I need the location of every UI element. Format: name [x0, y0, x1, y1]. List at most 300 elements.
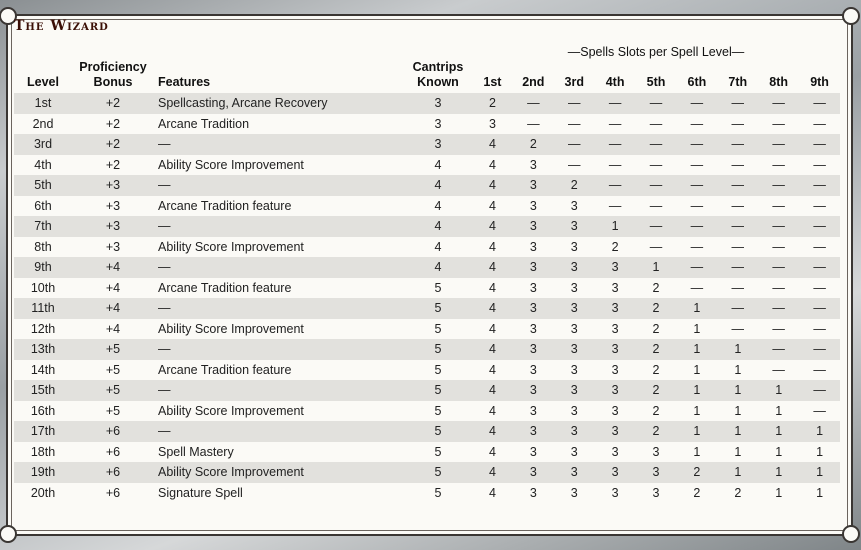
proficiency-cell: +4 [105, 280, 121, 295]
slot-cell-7: 1 [734, 362, 742, 377]
slot-cell-6: 1 [693, 321, 701, 336]
slot-cell-3: 3 [570, 362, 578, 377]
slot-cell-9: — [813, 321, 826, 336]
features-cell: Arcane Tradition [158, 116, 250, 131]
table-row [14, 462, 840, 483]
table-row [14, 134, 840, 155]
proficiency-cell: +4 [72, 257, 154, 278]
features-cell: Spell Mastery [158, 444, 234, 459]
table-row [14, 196, 840, 217]
table-row [14, 483, 840, 504]
slot-cell-8: — [758, 134, 799, 155]
level-cell: 2nd [32, 116, 54, 131]
slot-cell-8: — [772, 239, 785, 254]
header-slot-1st: 1st [483, 75, 502, 89]
proficiency-cell: +2 [72, 134, 154, 155]
slot-cell-6: — [676, 216, 717, 237]
header-cantrips [404, 60, 472, 93]
level-cell: 4th [34, 157, 52, 172]
features-cell: Arcane Tradition feature [158, 198, 292, 213]
slot-cell-7: — [717, 216, 758, 237]
cantrips-cell: 5 [404, 462, 472, 483]
header-cantrips-line2: Known [417, 75, 459, 89]
proficiency-cell: +3 [105, 239, 121, 254]
slot-cell-9: 1 [799, 421, 840, 442]
slot-cell-4: — [608, 157, 622, 172]
slot-cell-6: 1 [693, 444, 701, 459]
slot-cell-9: — [813, 116, 826, 131]
slot-cell-3: 3 [570, 321, 578, 336]
slot-cell-1: 4 [488, 485, 496, 500]
proficiency-cell: +5 [72, 380, 154, 401]
header-slot-3rd: 3rd [564, 75, 584, 89]
slot-cell-1: 4 [472, 339, 513, 360]
slot-cell-8: 1 [775, 485, 783, 500]
header-slot-2nd: 2nd [522, 75, 545, 89]
level-cell: 18th [30, 444, 56, 459]
features-cell: Arcane Tradition feature [158, 280, 292, 295]
slot-cell-3: 3 [570, 198, 578, 213]
slot-cell-6: 1 [676, 421, 717, 442]
slot-cell-2: 3 [513, 175, 554, 196]
slot-cell-7: — [731, 198, 745, 213]
table-row [14, 442, 840, 463]
level-cell: 9th [14, 257, 72, 278]
cantrips-cell: 3 [434, 116, 442, 131]
level-cell: 5th [14, 175, 72, 196]
slot-cell-7: — [731, 239, 745, 254]
slot-cell-2: 3 [513, 339, 554, 360]
header-row [14, 60, 840, 93]
slot-cell-2: 3 [513, 298, 554, 319]
slot-cell-9: — [813, 157, 826, 172]
header-slot-6th: 6th [687, 75, 707, 89]
slot-cell-3: 3 [554, 462, 595, 483]
slot-cell-2: 3 [529, 485, 537, 500]
slot-cell-5: 3 [636, 462, 677, 483]
slot-cell-9: 1 [816, 444, 824, 459]
cantrips-cell: 5 [434, 444, 442, 459]
proficiency-cell: +3 [72, 216, 154, 237]
proficiency-cell: +5 [105, 362, 121, 377]
slot-cell-1: 3 [488, 116, 496, 131]
slot-cell-4: — [608, 116, 622, 131]
slot-cell-4: 3 [595, 298, 636, 319]
slot-cell-9: — [799, 380, 840, 401]
table-row [14, 93, 840, 114]
slot-cell-1: 4 [488, 239, 496, 254]
slot-cell-6: — [690, 280, 704, 295]
slot-cell-4: 3 [595, 339, 636, 360]
table-row [14, 421, 840, 442]
header-slot-7th: 7th [728, 75, 748, 89]
slot-cell-4: 3 [611, 362, 619, 377]
slot-cell-7: 2 [734, 485, 742, 500]
table-row [14, 380, 840, 401]
slot-cell-9: — [799, 298, 840, 319]
level-cell: 10th [30, 280, 56, 295]
slot-cell-8: — [758, 257, 799, 278]
slot-cell-4: 3 [611, 403, 619, 418]
slot-cell-4: 3 [611, 321, 619, 336]
features-cell: — [154, 339, 404, 360]
features-cell: Ability Score Improvement [158, 239, 304, 254]
proficiency-cell: +2 [105, 157, 121, 172]
slot-cell-5: 2 [636, 380, 677, 401]
slot-cell-5: — [649, 198, 663, 213]
slot-cell-2: 3 [529, 157, 537, 172]
slot-cell-3: — [554, 134, 595, 155]
features-cell: Ability Score Improvement [158, 403, 304, 418]
slot-cell-7: — [731, 116, 745, 131]
slot-cell-6: — [690, 116, 704, 131]
slot-cell-4: — [595, 93, 636, 114]
header-proficiency-line1: Proficiency [79, 60, 147, 74]
proficiency-cell: +6 [105, 485, 121, 500]
slot-cell-2: 3 [513, 421, 554, 442]
slot-cell-3: — [567, 116, 581, 131]
slot-cell-2: 3 [529, 403, 537, 418]
cantrips-cell: 5 [404, 339, 472, 360]
header-slot-8th: 8th [769, 75, 789, 89]
slot-cell-8: — [772, 280, 785, 295]
slot-cell-8: 1 [758, 380, 799, 401]
slot-cell-5: 2 [652, 321, 660, 336]
slot-cell-7: 1 [734, 403, 742, 418]
slot-cell-3: 3 [554, 298, 595, 319]
slot-cell-4: — [608, 198, 622, 213]
slot-cell-1: 4 [488, 444, 496, 459]
slot-cell-4: 3 [595, 462, 636, 483]
slot-cell-9: — [813, 280, 826, 295]
slot-cell-7: 1 [717, 462, 758, 483]
slot-cell-1: 4 [472, 257, 513, 278]
slot-cell-1: 4 [472, 421, 513, 442]
slot-cell-6: — [690, 157, 704, 172]
slot-cell-7: — [731, 321, 745, 336]
cantrips-cell: 5 [434, 403, 442, 418]
cantrips-cell: 5 [434, 321, 442, 336]
header-features: Features [158, 75, 211, 89]
table-row [14, 257, 840, 278]
slot-cell-9: — [799, 257, 840, 278]
cantrips-cell: 5 [434, 280, 442, 295]
features-cell: Ability Score Improvement [158, 157, 304, 172]
slot-cell-8: 1 [758, 462, 799, 483]
table-title: The Wizard [14, 18, 109, 34]
slot-cell-1: 2 [472, 93, 513, 114]
slot-cell-6: — [676, 175, 717, 196]
level-cell: 14th [30, 362, 56, 377]
slot-cell-3: 3 [554, 380, 595, 401]
header-cantrips-line1: Cantrips [412, 60, 464, 74]
slot-cell-4: 3 [595, 421, 636, 442]
table-row [14, 216, 840, 237]
slot-cell-8: — [772, 157, 785, 172]
cantrips-cell: 5 [434, 485, 442, 500]
slot-cell-9: — [799, 216, 840, 237]
slot-cell-2: — [513, 93, 554, 114]
slot-cell-3: 3 [554, 216, 595, 237]
slot-cell-9: — [813, 362, 826, 377]
cantrips-cell: 4 [404, 257, 472, 278]
slot-cell-8: — [758, 298, 799, 319]
table-row [14, 339, 840, 360]
slot-cell-9: — [799, 175, 840, 196]
table-row [14, 155, 840, 176]
cantrips-cell: 4 [434, 157, 442, 172]
slot-cell-7: — [717, 298, 758, 319]
slot-cell-7: — [717, 134, 758, 155]
table-row [14, 319, 840, 340]
level-cell: 16th [30, 403, 56, 418]
cantrips-cell: 4 [404, 175, 472, 196]
slot-cell-8: — [758, 175, 799, 196]
level-cell: 13th [14, 339, 72, 360]
cantrips-cell: 5 [404, 421, 472, 442]
slot-cell-9: 1 [799, 462, 840, 483]
slot-cell-2: 3 [529, 444, 537, 459]
slot-cell-7: — [717, 175, 758, 196]
slot-cell-8: — [758, 339, 799, 360]
slot-cell-1: 4 [488, 280, 496, 295]
cantrips-cell: 4 [434, 239, 442, 254]
header-proficiency-line2: Bonus [93, 75, 133, 89]
slot-cell-5: 1 [636, 257, 677, 278]
cantrips-cell: 3 [404, 134, 472, 155]
slot-cell-7: 1 [734, 444, 742, 459]
slot-cell-8: — [772, 116, 785, 131]
slot-cell-9: — [799, 134, 840, 155]
corner-ornament [842, 525, 860, 543]
slot-cell-5: — [636, 93, 677, 114]
slot-cell-1: 4 [472, 134, 513, 155]
header-slot-5th: 5th [646, 75, 666, 89]
header-proficiency [72, 60, 154, 93]
slot-cell-2: 3 [513, 380, 554, 401]
features-cell: — [154, 380, 404, 401]
table-row [14, 175, 840, 196]
level-cell: 6th [34, 198, 52, 213]
slot-cell-5: 2 [652, 403, 660, 418]
cantrips-cell: 3 [404, 93, 472, 114]
slot-cell-6: 1 [693, 362, 701, 377]
slot-cell-6: — [676, 93, 717, 114]
slot-cell-4: 2 [611, 239, 619, 254]
proficiency-cell: +6 [72, 421, 154, 442]
slot-cell-5: 2 [652, 362, 660, 377]
cantrips-cell: 4 [434, 198, 442, 213]
header-slot-9th: 9th [810, 75, 829, 89]
table-row [14, 278, 840, 299]
slot-cell-6: — [690, 239, 704, 254]
slot-cell-9: — [813, 403, 826, 418]
slot-cell-1: 4 [472, 380, 513, 401]
slot-cell-6: 1 [676, 298, 717, 319]
slot-cell-6: 2 [676, 462, 717, 483]
slot-cell-5: 2 [636, 421, 677, 442]
slot-cell-2: 3 [513, 216, 554, 237]
slot-cell-6: 1 [693, 403, 701, 418]
slot-cell-5: — [649, 239, 663, 254]
slot-cell-7: 1 [717, 421, 758, 442]
slot-cell-8: — [772, 321, 785, 336]
slot-cell-5: 2 [636, 339, 677, 360]
proficiency-cell: +6 [72, 462, 154, 483]
slot-cell-2: 3 [513, 462, 554, 483]
slot-cell-5: — [636, 134, 677, 155]
slot-cell-7: — [731, 280, 745, 295]
slot-cell-2: 3 [529, 362, 537, 377]
cantrips-cell: 5 [434, 362, 442, 377]
header-level: Level [27, 75, 59, 89]
slot-cell-8: — [772, 198, 785, 213]
slot-cell-1: 4 [488, 362, 496, 377]
features-cell: — [154, 216, 404, 237]
features-cell: Spellcasting, Arcane Recovery [154, 93, 404, 114]
table-row [14, 298, 840, 319]
slot-cell-4: 3 [611, 444, 619, 459]
features-cell: — [154, 421, 404, 442]
slot-cell-1: 4 [472, 298, 513, 319]
level-cell: 11th [14, 298, 72, 319]
features-cell: Ability Score Improvement [154, 462, 404, 483]
slot-cell-9: — [813, 239, 826, 254]
slot-cell-3: 3 [570, 485, 578, 500]
slot-cell-3: 3 [554, 421, 595, 442]
features-cell: Ability Score Improvement [158, 321, 304, 336]
table-row [14, 401, 840, 422]
slot-cell-7: — [717, 257, 758, 278]
header-slot-4th: 4th [605, 75, 625, 89]
slot-cell-4: 1 [595, 216, 636, 237]
slot-cell-4: 3 [611, 280, 619, 295]
level-cell: 1st [14, 93, 72, 114]
slot-cell-5: — [636, 175, 677, 196]
table-row [14, 114, 840, 135]
wizard-table [14, 60, 840, 503]
proficiency-cell: +6 [105, 444, 121, 459]
corner-ornament [842, 7, 860, 25]
features-cell: Arcane Tradition feature [158, 362, 292, 377]
slot-cell-3: 3 [570, 239, 578, 254]
level-cell: 12th [30, 321, 56, 336]
slot-cell-8: 1 [775, 444, 783, 459]
slot-cell-7: — [731, 157, 745, 172]
table-row [14, 360, 840, 381]
slot-cell-3: 3 [570, 444, 578, 459]
slot-cell-1: 4 [488, 157, 496, 172]
slot-cell-5: 2 [636, 298, 677, 319]
slot-cell-4: 3 [595, 380, 636, 401]
proficiency-cell: +4 [105, 321, 121, 336]
slot-cell-6: 2 [693, 485, 701, 500]
slot-cell-6: — [676, 257, 717, 278]
slot-cell-2: 3 [529, 321, 537, 336]
slot-cell-3: 2 [554, 175, 595, 196]
table-row [14, 237, 840, 258]
slot-cell-5: — [636, 216, 677, 237]
slot-cell-1: 4 [488, 198, 496, 213]
proficiency-cell: +5 [105, 403, 121, 418]
slot-cell-5: — [649, 116, 663, 131]
proficiency-cell: +2 [105, 116, 121, 131]
slot-cell-5: 3 [652, 444, 660, 459]
slot-cell-1: 4 [488, 321, 496, 336]
slot-cell-9: — [799, 93, 840, 114]
slot-cell-2: — [527, 116, 540, 131]
slot-cell-5: — [649, 157, 663, 172]
slot-cell-6: — [676, 134, 717, 155]
level-cell: 19th [14, 462, 72, 483]
slot-cell-3: — [567, 157, 581, 172]
slot-cell-1: 4 [472, 216, 513, 237]
spell-slots-group-header: —Spells Slots per Spell Level— [567, 45, 745, 59]
features-cell: — [154, 257, 404, 278]
slot-cell-4: 3 [611, 485, 619, 500]
level-cell: 17th [14, 421, 72, 442]
slot-cell-8: 1 [758, 421, 799, 442]
level-cell: 7th [14, 216, 72, 237]
slot-cell-6: 1 [676, 339, 717, 360]
level-cell: 3rd [14, 134, 72, 155]
cantrips-cell: 5 [404, 380, 472, 401]
slot-cell-6: 1 [676, 380, 717, 401]
slot-cell-4: 3 [595, 257, 636, 278]
slot-cell-8: — [758, 216, 799, 237]
slot-cell-8: — [758, 93, 799, 114]
slot-cell-7: — [717, 93, 758, 114]
slot-cell-1: 4 [472, 175, 513, 196]
slot-cell-9: — [799, 339, 840, 360]
corner-ornament [0, 525, 17, 543]
slot-cell-6: — [690, 198, 704, 213]
proficiency-cell: +2 [72, 93, 154, 114]
proficiency-cell: +5 [72, 339, 154, 360]
features-cell: — [154, 175, 404, 196]
slot-cell-2: 2 [513, 134, 554, 155]
slot-cell-2: 3 [529, 198, 537, 213]
slot-cell-2: 3 [529, 280, 537, 295]
proficiency-cell: +4 [72, 298, 154, 319]
slot-cell-3: 3 [570, 280, 578, 295]
slot-cell-5: 2 [652, 280, 660, 295]
slot-cell-3: — [554, 93, 595, 114]
slot-cell-7: 1 [717, 339, 758, 360]
slot-cell-7: 1 [717, 380, 758, 401]
slot-cell-9: — [813, 198, 826, 213]
slot-cell-8: 1 [775, 403, 783, 418]
proficiency-cell: +3 [72, 175, 154, 196]
level-cell: 20th [30, 485, 56, 500]
slot-cell-2: 3 [529, 239, 537, 254]
slot-cell-2: 3 [513, 257, 554, 278]
slot-cell-1: 4 [488, 403, 496, 418]
features-cell: — [154, 298, 404, 319]
slot-cell-3: 3 [554, 339, 595, 360]
level-cell: 15th [14, 380, 72, 401]
slot-cell-9: 1 [816, 485, 824, 500]
cantrips-cell: 5 [404, 298, 472, 319]
slot-cell-3: 3 [554, 257, 595, 278]
features-cell: — [154, 134, 404, 155]
proficiency-cell: +3 [105, 198, 121, 213]
features-cell: Signature Spell [158, 485, 243, 500]
slot-cell-4: — [595, 175, 636, 196]
level-cell: 8th [34, 239, 52, 254]
slot-cell-5: 3 [652, 485, 660, 500]
slot-cell-4: — [595, 134, 636, 155]
